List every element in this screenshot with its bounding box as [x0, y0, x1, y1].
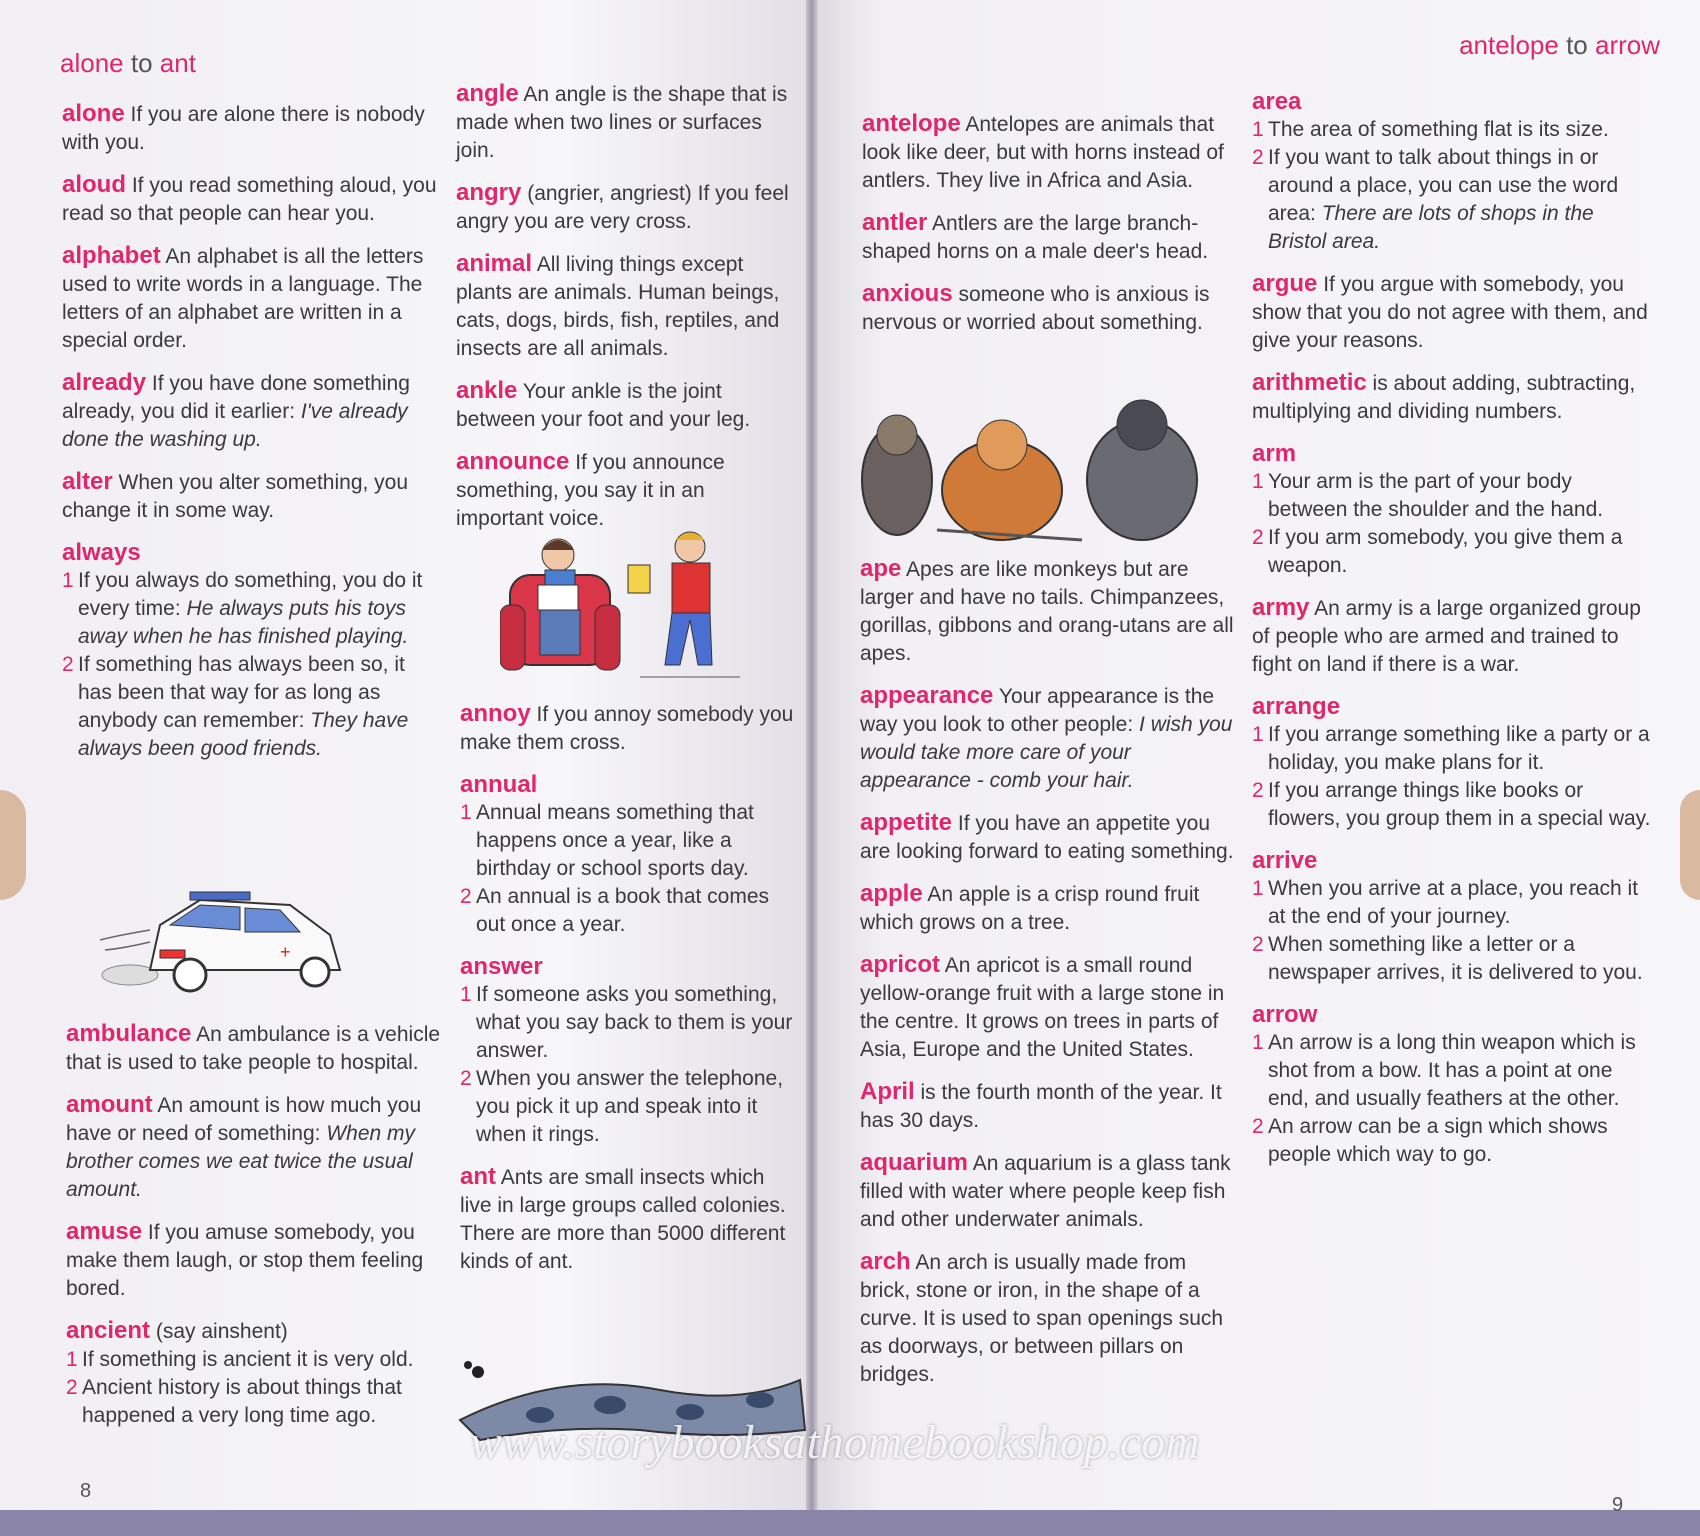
headword: always: [62, 539, 141, 566]
definition: An arch is usually made from brick, stone or iron, in the shape of a curve. It is used to span openings such as doorways, or between pillars on bridges.: [860, 1251, 1224, 1386]
entry-antelope: [862, 110, 1232, 195]
watermark: www.storybooksathomebookshop.com: [470, 1416, 1200, 1469]
pronunciation: (say ainshent): [155, 1320, 288, 1343]
left-column-2: [456, 80, 796, 547]
example: There are lots of shops in the Bristol area.: [1268, 202, 1594, 253]
definition: If you arrange things like books or flowers, you group them in a special way.: [1268, 779, 1651, 830]
sense-2: [66, 1374, 456, 1430]
running-head-to: arrow: [1594, 30, 1660, 60]
headword: arithmetic: [1252, 369, 1367, 396]
sense-1: [62, 567, 442, 651]
entry-alter: [62, 468, 442, 525]
entry-army: [1252, 594, 1652, 679]
sense-1: [1252, 468, 1652, 524]
sense-1: [1252, 116, 1652, 144]
running-head-to-word: to: [1566, 30, 1588, 60]
entry-anxious: [862, 280, 1232, 337]
entry-annoy: [460, 700, 800, 757]
sense-number: 1: [1252, 118, 1264, 141]
entry-apple: [860, 880, 1235, 937]
headword: aquarium: [860, 1149, 969, 1176]
definition: If you arrange something like a party or a holiday, you make plans for it.: [1268, 723, 1650, 774]
definition: Ants are small insects which live in large groups called colonies. There are more than 5000 different kinds of ant.: [460, 1166, 786, 1273]
sense-number: 2: [460, 885, 472, 908]
entry-area: [1252, 88, 1652, 256]
definition: When you arrive at a place, you reach it at the end of your journey.: [1268, 877, 1639, 928]
definition: If you have done something already, you did it earlier:: [62, 372, 410, 423]
entry-ankle: [456, 377, 796, 434]
definition: When you alter something, you change it in some way.: [62, 471, 409, 522]
running-head-from: alone: [60, 48, 124, 78]
definition: If you read something aloud, you read so that people can hear you.: [62, 174, 437, 225]
book-gutter: [806, 0, 818, 1510]
entry-arm: [1252, 440, 1652, 580]
sense-2: [460, 883, 800, 939]
definition: The area of something flat is its size.: [1268, 118, 1609, 141]
sense-number: 2: [66, 1376, 78, 1399]
running-head-to: ant: [159, 48, 196, 78]
definition: If you have an appetite you are looking forward to eating something.: [860, 812, 1234, 863]
sense-2: [460, 1065, 800, 1149]
entry-answer: [460, 953, 800, 1149]
example: I wish you would take more care of your appearance - comb your hair.: [860, 713, 1233, 792]
entry-arrive: [1252, 847, 1652, 987]
example: I've already done the washing up.: [62, 400, 408, 451]
svg-text:+: +: [280, 942, 291, 962]
entry-animal: [456, 250, 796, 363]
headword: animal: [456, 250, 533, 277]
headword: antler: [862, 209, 928, 236]
headword: arm: [1252, 440, 1297, 467]
definition: Antelopes are animals that look like deer, but with horns instead of antlers. They live in Africa and Asia.: [862, 113, 1224, 192]
entry-apricot: [860, 951, 1235, 1064]
headword: area: [1252, 88, 1302, 115]
page-number-right: 9: [1612, 1494, 1624, 1516]
sense-2: [1252, 931, 1652, 987]
sense-2: [1252, 144, 1652, 256]
headword: apricot: [860, 951, 941, 978]
headword: appetite: [860, 809, 953, 836]
headword: ancient: [66, 1317, 151, 1344]
entry-ambulance: [66, 1020, 456, 1077]
entry-arrow: [1252, 1001, 1652, 1169]
headword: amuse: [66, 1218, 143, 1245]
headword: arch: [860, 1248, 911, 1275]
definition: When something like a letter or a newspaper arrives, it is delivered to you.: [1268, 933, 1643, 984]
definition: is about adding, subtracting, multiplying and dividing numbers.: [1252, 372, 1636, 423]
definition: An arrow is a long thin weapon which is shot from a bow. It has a point at one end, and usually feathers at the other.: [1268, 1031, 1636, 1110]
right-column-2: [1252, 88, 1652, 1183]
headword: alone: [62, 100, 125, 127]
headword: appearance: [860, 682, 994, 709]
entry-angle: [456, 80, 796, 165]
headword: amount: [66, 1091, 153, 1118]
left-column-2-lower: [460, 700, 800, 1290]
definition: An ambulance is a vehicle that is used to take people to hospital.: [66, 1023, 441, 1074]
sense-number: 1: [460, 801, 472, 824]
headword: ankle: [456, 377, 518, 404]
entry-ancient: [66, 1317, 456, 1430]
headword: arrange: [1252, 693, 1341, 720]
entry-aloud: [62, 171, 442, 228]
sense-number: 1: [1252, 470, 1264, 493]
definition: Your arm is the part of your body between the shoulder and the hand.: [1268, 470, 1604, 521]
headword: ape: [860, 555, 902, 582]
entry-arch: [860, 1248, 1235, 1389]
sense-number: 1: [66, 1348, 78, 1371]
entry-already: [62, 369, 442, 454]
definition: An amount is how much you have or need of something:: [66, 1094, 422, 1145]
headword: ambulance: [66, 1020, 192, 1047]
headword: anxious: [862, 280, 953, 307]
headword: annual: [460, 771, 538, 798]
entry-alone: [62, 100, 442, 157]
entry-april: [860, 1078, 1235, 1135]
definition: (angrier, angriest) If you feel angry you are very cross.: [456, 182, 789, 233]
sense-1: [460, 981, 800, 1065]
headword: angry: [456, 179, 522, 206]
sense-number: 1: [1252, 1031, 1264, 1054]
sense-1: [66, 1346, 456, 1374]
definition: If something is ancient it is very old.: [82, 1348, 414, 1371]
left-column-1: [62, 100, 442, 777]
headword: alter: [62, 468, 113, 495]
definition: Your ankle is the joint between your foot and your leg.: [456, 380, 751, 431]
apes-illustration: [852, 390, 1212, 550]
definition: If you want to talk about things in or around a place, you can use the word area:: [1268, 146, 1619, 225]
right-column-1: [862, 110, 1232, 351]
example: When my brother comes we eat twice the usual amount.: [66, 1122, 416, 1201]
headword: arrow: [1252, 1001, 1318, 1028]
entry-appearance: [860, 682, 1235, 795]
headword: alphabet: [62, 242, 161, 269]
definition: Antlers are the large branch-shaped horns on a male deer's head.: [862, 212, 1209, 263]
sense-number: 2: [1252, 779, 1264, 802]
headword: arrive: [1252, 847, 1318, 874]
page-number-left: 8: [80, 1480, 92, 1502]
sense-number: 2: [1252, 526, 1264, 549]
running-head-to-word: to: [130, 48, 153, 78]
ambulance-illustration: [90, 880, 370, 1000]
definition: Apes are like monkeys but are larger and have no tails. Chimpanzees, gorillas, gibbons and orang-utans are all apes.: [860, 558, 1234, 665]
entry-ape: [860, 555, 1235, 668]
definition: Your appearance is the way you look to other people:: [860, 685, 1215, 736]
sense-number: 1: [62, 569, 74, 592]
definition: When you answer the telephone, you pick it up and speak into it when it rings.: [476, 1067, 784, 1146]
sense-number: 2: [1252, 1115, 1264, 1138]
sense-number: 1: [460, 983, 472, 1006]
definition: If you always do something, you do it every time:: [78, 569, 423, 620]
definition: someone who is anxious is nervous or worried about something.: [862, 283, 1210, 334]
sense-number: 2: [1252, 933, 1264, 956]
entry-amount: [66, 1091, 456, 1204]
entry-aquarium: [860, 1149, 1235, 1234]
entry-angry: [456, 179, 796, 236]
definition: An annual is a book that comes out once a year.: [476, 885, 770, 936]
definition: An army is a large organized group of people who are armed and trained to fight on land if there is a war.: [1252, 597, 1641, 676]
headword: April: [860, 1078, 915, 1105]
definition: If you argue with somebody, you show that you do not agree with them, and give your reasons.: [1252, 273, 1648, 352]
definition: Ancient history is about things that happened a very long time ago.: [82, 1376, 402, 1427]
sense-1: [1252, 721, 1652, 777]
sense-2: [1252, 524, 1652, 580]
definition: If someone asks you something, what you say back to them is your answer.: [476, 983, 793, 1062]
entry-argue: [1252, 270, 1652, 355]
sense-1: [1252, 875, 1652, 931]
sense-number: 2: [62, 653, 74, 676]
entry-arithmetic: [1252, 369, 1652, 426]
sense-number: 1: [1252, 723, 1264, 746]
thumb-left: [0, 790, 26, 900]
sense-number: 2: [460, 1067, 472, 1090]
definition: An aquarium is a glass tank filled with water where people keep fish and other underwater animals.: [860, 1152, 1231, 1231]
headword: ant: [460, 1163, 496, 1190]
headword: antelope: [862, 110, 961, 137]
definition: An angle is the shape that is made when two lines or surfaces join.: [456, 83, 788, 162]
definition: An alphabet is all the letters used to write words in a language. The letters of an alphabet are written in a special order.: [62, 245, 424, 352]
definition: If you arm somebody, you give them a weapon.: [1268, 526, 1623, 577]
sense-2: [1252, 1113, 1652, 1169]
entry-always: [62, 539, 442, 763]
annoy-illustration: [500, 525, 760, 685]
definition: is the fourth month of the year. It has 30 days.: [860, 1081, 1222, 1132]
left-column-1-lower: [66, 1020, 456, 1444]
running-head-right: [1459, 30, 1660, 61]
definition: If you amuse somebody, you make them laugh, or stop them feeling bored.: [66, 1221, 424, 1300]
running-head-from: antelope: [1459, 30, 1559, 60]
thumb-right: [1680, 790, 1700, 900]
headword: announce: [456, 448, 570, 475]
entry-annual: [460, 771, 800, 939]
definition: An apple is a crisp round fruit which grows on a tree.: [860, 883, 1200, 934]
right-column-1-lower: [860, 555, 1235, 1403]
entry-antler: [862, 209, 1232, 266]
definition: If you announce something, you say it in an important voice.: [456, 451, 725, 530]
example: He always puts his toys away when he has finished playing.: [78, 597, 409, 648]
example: They have always been good friends.: [78, 709, 409, 760]
entry-alphabet: [62, 242, 442, 355]
entry-amuse: [66, 1218, 456, 1303]
definition: All living things except plants are animals. Human beings, cats, dogs, birds, fish, reptiles, and insects are all animals.: [456, 253, 780, 360]
sense-number: 1: [1252, 877, 1264, 900]
definition: An apricot is a small round yellow-orange fruit with a large stone in the centre. It grows on trees in parts of Asia, Europe and the United States.: [860, 954, 1225, 1061]
entry-appetite: [860, 809, 1235, 866]
headword: argue: [1252, 270, 1318, 297]
headword: answer: [460, 953, 543, 980]
definition: If you are alone there is nobody with you.: [62, 103, 425, 154]
headword: already: [62, 369, 147, 396]
entry-announce: [456, 448, 796, 533]
definition: An arrow can be a sign which shows people which way to go.: [1268, 1115, 1608, 1166]
sense-1: [1252, 1029, 1652, 1113]
headword: army: [1252, 594, 1310, 621]
sense-1: [460, 799, 800, 883]
headword: aloud: [62, 171, 126, 198]
headword: annoy: [460, 700, 531, 727]
entry-ant: [460, 1163, 800, 1276]
entry-arrange: [1252, 693, 1652, 833]
definition: Annual means something that happens once a year, like a birthday or school sports day.: [476, 801, 754, 880]
sense-number: 2: [1252, 146, 1264, 169]
sense-2: [1252, 777, 1652, 833]
sense-2: [62, 651, 442, 763]
headword: angle: [456, 80, 519, 107]
definition: If you annoy somebody you make them cross.: [460, 703, 794, 754]
running-head-left: [60, 48, 196, 79]
headword: apple: [860, 880, 923, 907]
definition: If something has always been so, it has been that way for as long as anybody can remember:: [78, 653, 405, 732]
